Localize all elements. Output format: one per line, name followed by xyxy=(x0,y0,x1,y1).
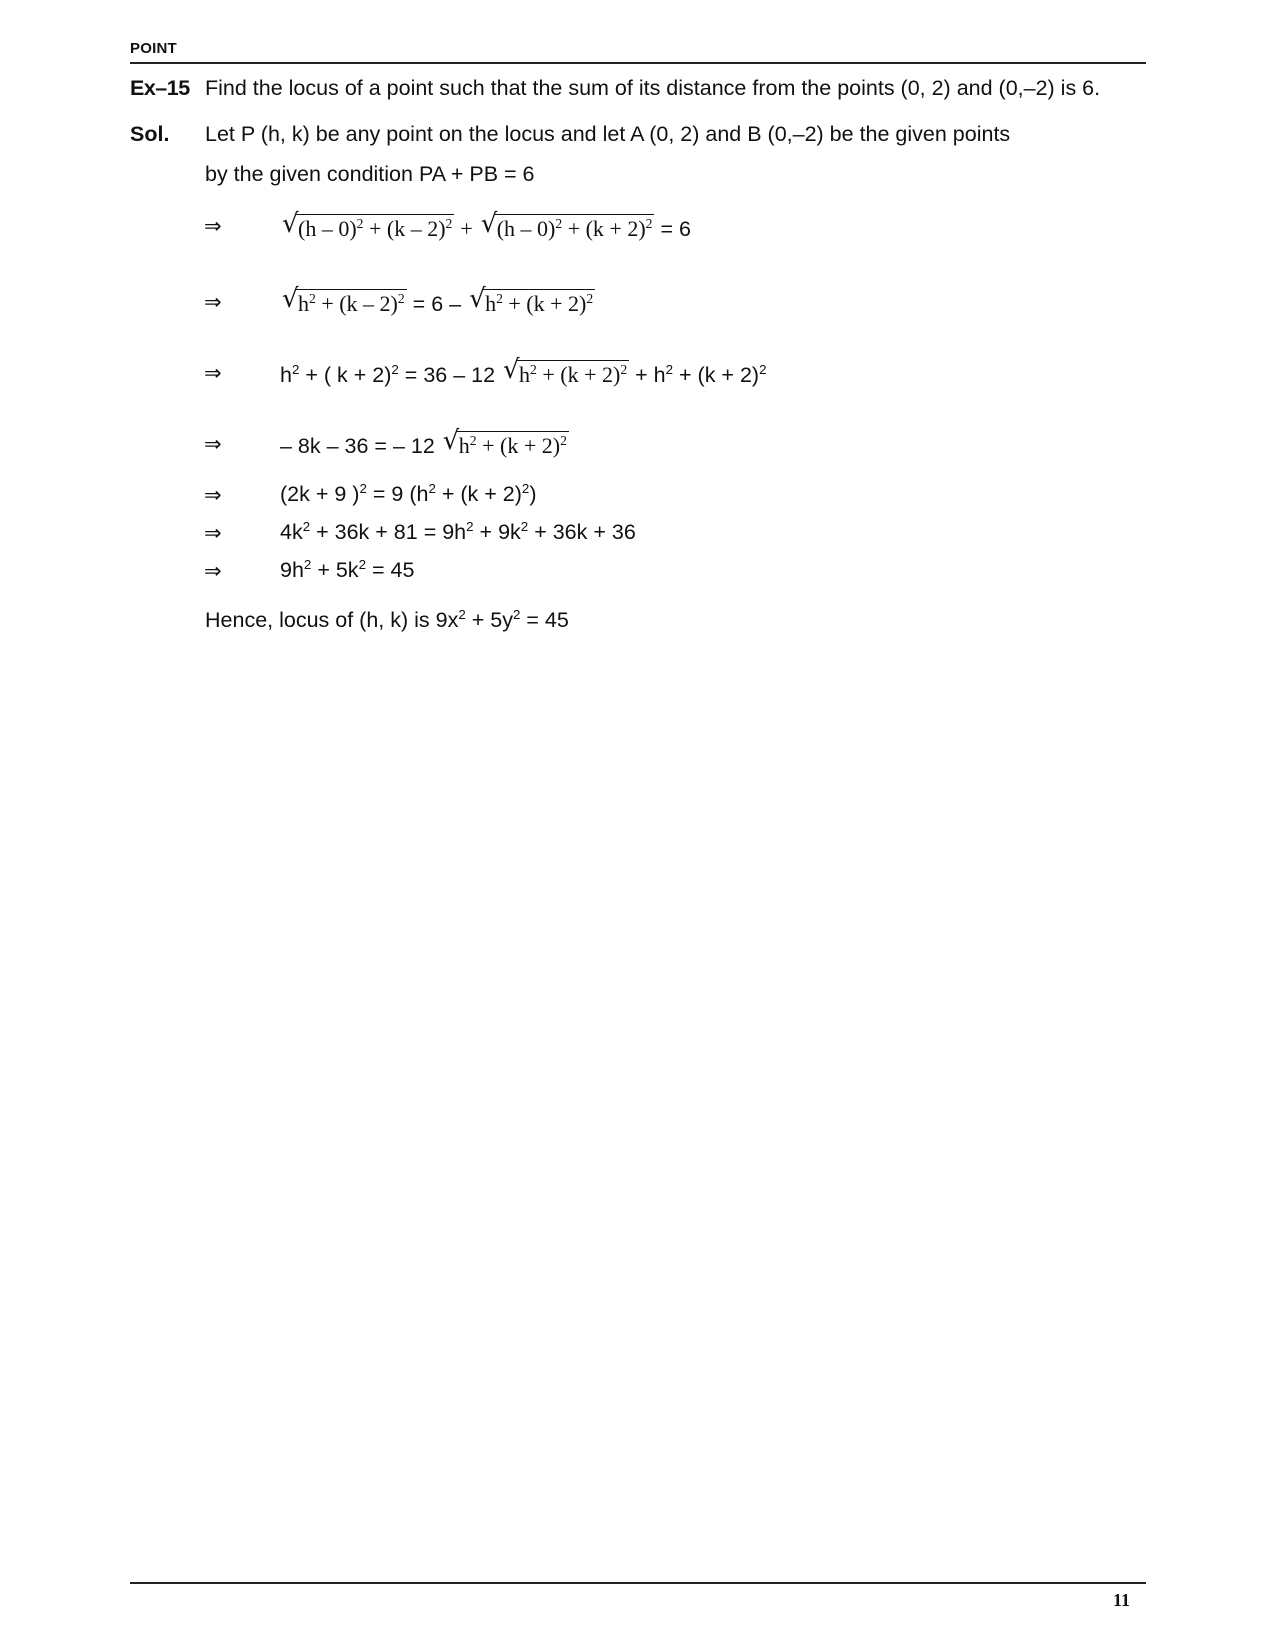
solution-line-2: by the given condition PA + PB = 6 xyxy=(205,162,535,186)
radical-3: √ $h^2 + (k - 2)^2$ xyxy=(282,284,405,316)
radical-6: √ $h^2 + (k + 2)^2$ xyxy=(442,426,567,458)
header-rule xyxy=(130,62,1146,64)
implies-arrow-1: ⇒ xyxy=(204,214,222,238)
radical-2: √ $(h - 0)^2 + (k + 2)^2$ xyxy=(480,209,653,241)
solution-line-1: Let P (h, k) be any point on the locus and let A (0, 2) and B (0,–2) be the given points xyxy=(205,122,1011,146)
radical-4: √ $h^2 + (k + 2)^2$ xyxy=(469,284,594,316)
example-label: Ex–15 xyxy=(130,76,190,100)
step-1: √ (h – 0)$^2$ + (k – 2)$^2$ + √ $(h - 0)^2 + (k + 2)^2 = 6$ xyxy=(282,209,691,241)
implies-arrow-7: ⇒ xyxy=(204,559,222,583)
implies-arrow-5: ⇒ xyxy=(204,483,222,507)
radical-sign-icon: √ xyxy=(442,426,460,456)
page-header-title: POINT xyxy=(130,40,177,57)
step-5: (2k + 9 )$^2$ = 9 $(h^2 + (k + 2)^2)$ xyxy=(280,480,537,506)
radical-sign-icon: √ xyxy=(503,355,520,385)
radical-sign-icon: √ xyxy=(480,209,498,239)
radical-sign-icon: √ xyxy=(469,284,486,314)
radical-sign-icon: √ xyxy=(282,209,299,239)
step-3: $h^2$ + ( k + 2)$^2$ = 36 – 12 √ $h^2 + (k + 2)^2 + h^2 + (k + 2)^2$ xyxy=(280,355,767,387)
example-question: Find the locus of a point such that the sum of its distance from the points (0, 2) and (0,–2) is 6. xyxy=(205,76,1101,100)
footer-rule xyxy=(130,1582,1146,1584)
radical-1: √ (h – 0)$^2$ + (k – 2)$^2$ xyxy=(282,209,453,241)
step-7: $9h^2 + 5k^2 = 45$ xyxy=(280,556,415,582)
implies-arrow-3: ⇒ xyxy=(204,361,222,385)
implies-arrow-4: ⇒ xyxy=(204,432,222,456)
step-6: $4k^2 + 36k + 81 = 9h^2 + 9k^2 + 36k + 36$ xyxy=(280,518,636,544)
step-4: – 8k – 36 = – 12 √ $h^2 + (k + 2)^2$ xyxy=(280,426,567,458)
conclusion: Hence, locus of (h, k) is $9x^2 + 5y^2 = 45$ xyxy=(205,606,569,632)
implies-arrow-2: ⇒ xyxy=(204,290,222,314)
solution-label: Sol. xyxy=(130,122,170,146)
step-2: √ $h^2 + (k - 2)^2 = 6$ – √ $h^2 + (k + 2)^2$ xyxy=(282,284,594,316)
radical-sign-icon: √ xyxy=(282,284,299,314)
radical-5: √ $h^2 + (k + 2)^2$ xyxy=(503,355,628,387)
implies-arrow-6: ⇒ xyxy=(204,521,222,545)
page-number: 11 xyxy=(1112,1590,1130,1610)
